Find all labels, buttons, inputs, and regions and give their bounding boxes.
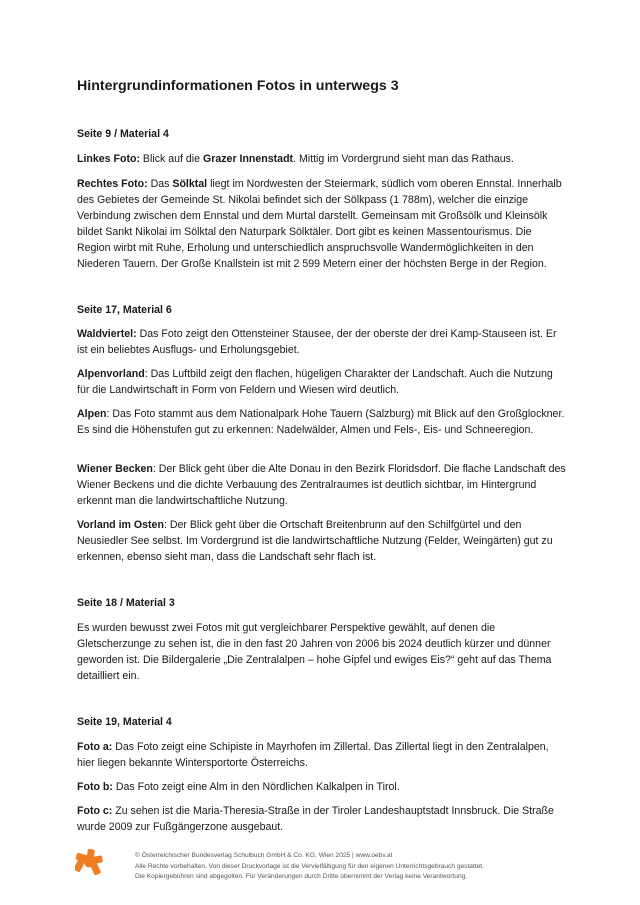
footer-line: Die Kopiergebühren sind abgegolten. Für Veränderungen durch Dritte übernimmt der Verlag keine Verantwortung.	[135, 873, 468, 880]
section-heading-seite-17: Seite 17, Material 6	[77, 304, 172, 316]
footer-line: Alle Rechte vorbehalten. Von dieser Druckvorlage ist die Vervielfältigung für den eigenen Unterrichtsgebrauch gestattet.	[135, 862, 484, 870]
paragraph-foto-a: Foto a: Das Foto zeigt eine Schipiste in Mayrhofen im Zillertal. Das Zillertal liegt in den Zentralalpen, hier liegen bekannte Wintersportorte Österreichs.	[77, 741, 549, 769]
footer-copyright	[135, 851, 575, 883]
paragraph-alpenvorland: Alpenvorland: Das Luftbild zeigt den flachen, hügeligen Charakter der Landschaft. Auch die Nutzung für die Landwirtschaft in Form von Feldern und Wiesen wird deutlich.	[77, 368, 553, 396]
paragraph-lead: Foto a:	[77, 741, 113, 753]
publisher-logo-icon	[75, 849, 103, 877]
paragraph-lead: Wiener Becken	[77, 463, 153, 475]
place-name-emphasis: Sölktal	[172, 178, 208, 190]
paragraph-vorland-im-osten: Vorland im Osten: Der Blick geht über die Ortschaft Breitenbrunn auf den Schilfgürtel und den Neusiedler See selbst. Im Vordergrund ist die landwirtschaftliche Nutzung (Felder, Weingärten) gut zu erkennen, ebenso sieht man, dass die Landschaft sehr flach ist.	[77, 519, 553, 563]
paragraph-lead: Alpenvorland	[77, 368, 145, 380]
place-name-emphasis: Grazer Innenstadt	[203, 153, 294, 165]
footer-line: © Österreichischer Bundesverlag Schulbuch GmbH & Co. KG, Wien 2025 | www.oebv.at	[135, 852, 393, 859]
section-heading-seite-19: Seite 19, Material 4	[77, 716, 172, 728]
paragraph-lead: Alpen	[77, 408, 107, 420]
section-heading-seite-9: Seite 9 / Material 4	[77, 128, 169, 140]
paragraph-lead: Rechtes Foto:	[77, 178, 148, 190]
paragraph-wiener-becken: Wiener Becken: Der Blick geht über die Alte Donau in den Bezirk Floridsdorf. Die flache Landschaft des Wiener Beckens und die dichte Verbauung des Zentralraumes ist deutlich sichtbar, im Hintergrund erkennt man die landwirtschaftliche Nutzung.	[77, 463, 566, 507]
section-heading-seite-18: Seite 18 / Material 3	[77, 597, 175, 609]
paragraph-gletscher: Es wurden bewusst zwei Fotos mit gut vergleichbarer Perspektive gewählt, auf denen die Gletscherzunge zu sehen ist, die in den fast 20 Jahren von 2006 bis 2024 deutlich kürzer und dünner geworden ist. Die Bildergalerie „Die Zentralalpen – hohe Gipfel und ewiges Eis?“ geht auf das Thema detailliert ein.	[77, 622, 552, 682]
paragraph-lead: Foto c:	[77, 805, 113, 817]
paragraph-rechtes-foto: Rechtes Foto: Das Sölktal liegt im Nordwesten der Steiermark, südlich vom oberen Ennstal. Innerhalb des Gebietes der Gemeinde St. Nikolai befindet sich der Sölkpass (1 788m), welcher die einzige Verbindung zwischen dem Ennstal und dem Murtal darstellt. Gemeinsam mit Großsölk und Kleinsölk bildet Sankt Nikolai im Sölktal den Naturpark Sölktäler. Dort gibt es keinen Massentourismus. Die Region wirbt mit Ruhe, Erholung und unterschiedlich anspruchsvolle Wandermöglichkeiten in den Niederen Tauern. Der Große Knallstein ist mit 2 599 Metern einer der höchsten Berge in der Region.	[77, 178, 562, 270]
paragraph-lead: Vorland im Osten	[77, 519, 164, 531]
document-title: Hintergrundinformationen Fotos in unterwegs 3	[77, 78, 399, 94]
paragraph-lead: Linkes Foto:	[77, 153, 140, 165]
paragraph-foto-b: Foto b: Das Foto zeigt eine Alm in den Nördlichen Kalkalpen in Tirol.	[77, 781, 400, 793]
paragraph-foto-c: Foto c: Zu sehen ist die Maria-Theresia-Straße in der Tiroler Landeshauptstadt Innsbruck. Die Straße wurde 2009 zur Fußgängerzone ausgebaut.	[77, 805, 554, 833]
paragraph-waldviertel: Waldviertel: Das Foto zeigt den Ottensteiner Stausee, der der oberste der drei Kamp-Stauseen ist. Er ist ein beliebtes Ausflugs- und Erholungsgebiet.	[77, 328, 557, 356]
paragraph-lead: Waldviertel:	[77, 328, 137, 340]
paragraph-lead: Foto b:	[77, 781, 113, 793]
paragraph-alpen: Alpen: Das Foto stammt aus dem Nationalpark Hohe Tauern (Salzburg) mit Blick auf den Großglockner. Es sind die Höhenstufen gut zu erkennen: Nadelwälder, Almen und Fels-, Eis- und Schneeregion.	[77, 408, 565, 436]
paragraph-linkes-foto: Linkes Foto: Blick auf die Grazer Innenstadt. Mittig im Vordergrund sieht man das Rathaus.	[77, 153, 514, 165]
